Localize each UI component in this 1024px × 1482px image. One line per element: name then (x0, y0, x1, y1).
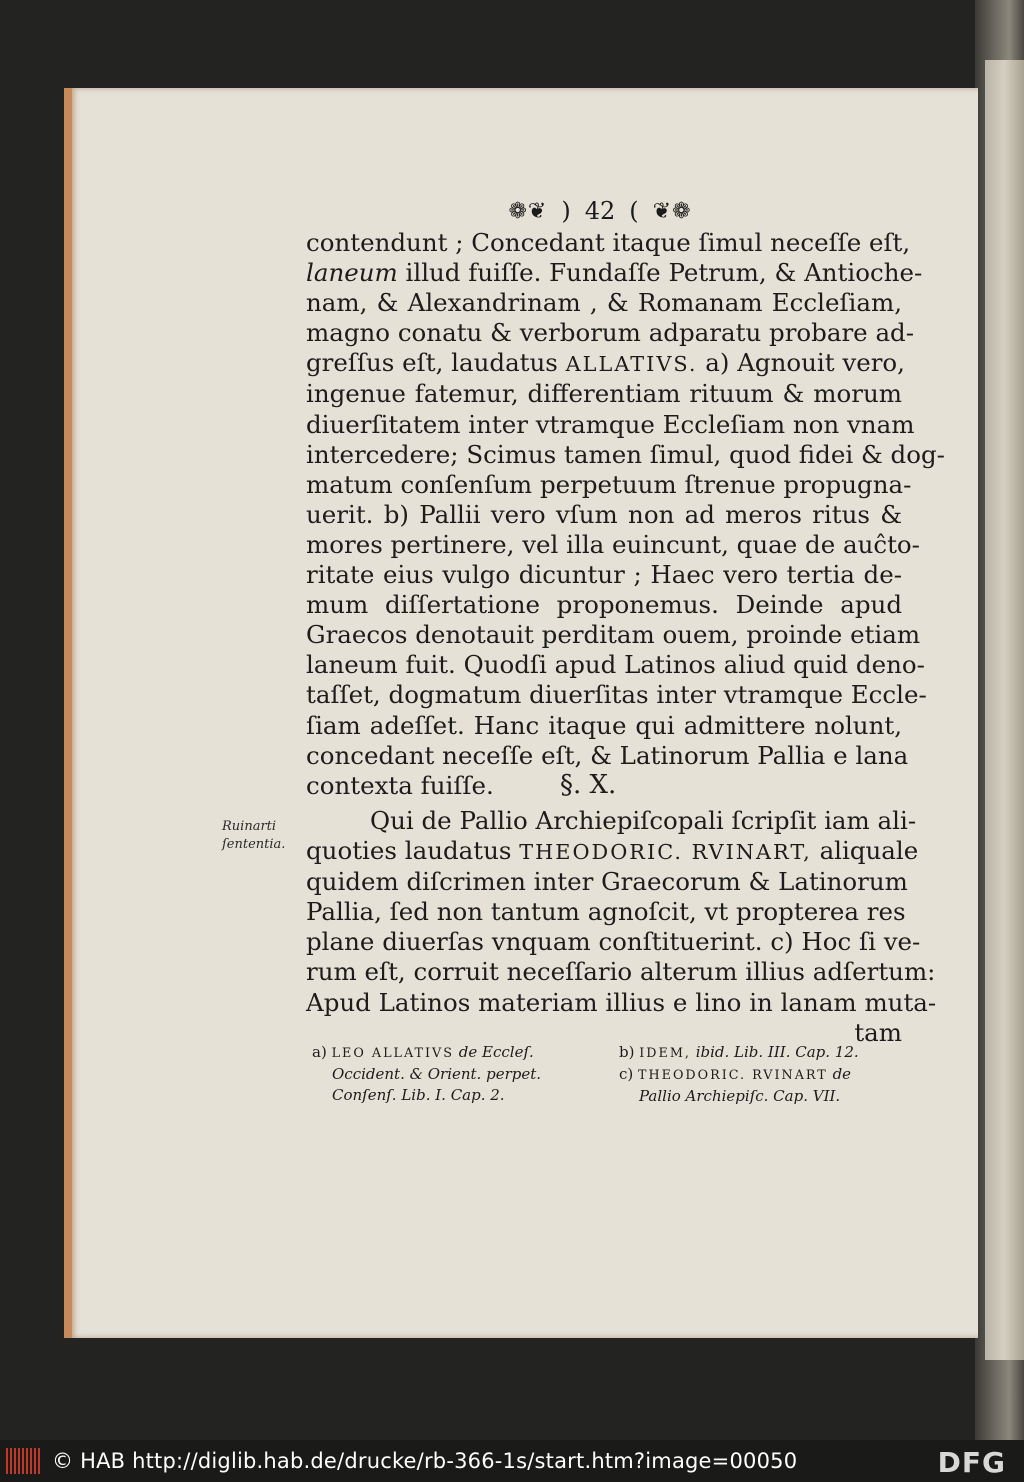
text-line: rum eſt, corruit neceſſario alterum illius adſertum: (306, 957, 936, 987)
text-line: uerit. b) Pallii vero vſum non ad meros ritus & (306, 499, 902, 529)
margin-note-line: Ruinarti (222, 819, 277, 834)
text-segment: aliquale (811, 836, 919, 866)
adjacent-page-sliver (985, 60, 1024, 1360)
text-line: matum conſenſum perpetuum ſtrenue propugna- (306, 469, 912, 499)
section-heading: §. X. (560, 770, 617, 800)
body-paragraph-2 (306, 806, 937, 1048)
footnote-column-right (619, 1042, 912, 1107)
author-name: THEODORIC. RVINART, (519, 840, 812, 865)
catchword: tam (854, 1017, 902, 1047)
text-line: diuerſitatem inter vtramque Eccleſiam non vnam (306, 409, 915, 439)
margin-note-line: ſententia. (222, 837, 286, 852)
dfg-logo: DFG (937, 1446, 1006, 1479)
text-line: contendunt ; Concedant itaque ſimul neceſſe eſt, (306, 228, 911, 257)
text-segment: a) Agnouit vero, (697, 348, 905, 378)
author-name: ALLATIVS. (565, 352, 698, 377)
footnote-author: THEODORIC. RVINART (638, 1068, 828, 1083)
footnote-b (619, 1042, 912, 1064)
text-line: mores pertinere, vel illa euincunt, quae de auĉto- (306, 529, 920, 559)
text-line: Apud Latinos materiam illius e lino in lanam muta- (306, 987, 937, 1017)
text-line: concedant neceſſe eſt, & Latinorum Pallia e lana (306, 740, 909, 770)
text-line: Qui de Pallio Archiepiſcopali ſcripſit iam ali- (370, 806, 917, 835)
barcode-icon (6, 1448, 40, 1474)
footnote-a (312, 1042, 605, 1064)
text-line: Pallia, ſed non tantum agnoſcit, vt propterea res (306, 897, 906, 927)
footnote-column-left (312, 1042, 605, 1107)
text-segment: illud fuiſſe. Fundaſſe Petrum, & Antioche- (397, 258, 923, 288)
footnote-text: de Eccleſ. (454, 1043, 534, 1061)
ornament-left-icon: ❁❦ (508, 198, 548, 224)
text-segment: quoties laudatus (306, 836, 520, 866)
footnote-text: de (827, 1065, 852, 1083)
running-header (490, 196, 710, 226)
text-line: laneum fuit. Quodſi apud Latinos aliud quid deno- (306, 650, 925, 680)
header-bracket-left: ) (561, 197, 571, 225)
text-line: plane diuerſas vnquam conſtituerint. c) Hoc ſi ve- (306, 927, 921, 957)
ornament-right-icon: ❦❁ (652, 198, 692, 224)
text-line: taſſet, dogmatum diuerſitas inter vtramque Eccle- (306, 680, 927, 710)
footnote-text: ibid. Lib. III. Cap. 12. (690, 1043, 859, 1061)
text-line: quidem diſcrimen inter Graecorum & Latinorum (306, 867, 908, 897)
text-line: ſiam adeſſet. Hanc itaque qui admittere nolunt, (306, 710, 902, 740)
text-line: intercedere; Scimus tamen ſimul, quod fidei & dog- (306, 439, 945, 469)
italic-word: laneum (306, 258, 398, 288)
footnote-mark: a) (312, 1043, 327, 1061)
text-line: magno conatu & verborum adparatu probare ad- (306, 318, 915, 348)
page-number: 42 (584, 197, 616, 225)
footnote-author: LEO ALLATIVS (331, 1046, 454, 1061)
text-line: ritate eius vulgo dicuntur ; Haec vero tertia de- (306, 560, 902, 590)
text-line: mum diſſertatione proponemus. Deinde apud (306, 590, 902, 620)
text-segment: greſſus eſt, laudatus (306, 348, 566, 378)
footnote-author: IDEM, (639, 1046, 691, 1061)
margin-note (222, 818, 302, 854)
viewer-footer (0, 1440, 1024, 1482)
footnote-mark: c) (619, 1065, 634, 1083)
text-line: ingenue fatemur, differentiam rituum & morum (306, 379, 902, 409)
text-line (306, 348, 905, 379)
text-line: Graecos denotauit perditam ouem, proinde etiam (306, 620, 921, 650)
body-paragraph-1 (306, 228, 945, 801)
footnote-text: Pallio Archiepiſc. Cap. VII. (639, 1087, 841, 1105)
footnote-mark: b) (619, 1043, 635, 1061)
text-line: contexta fuiſſe. (306, 770, 494, 800)
footnote-c (619, 1064, 912, 1086)
footnote-text: Conſenſ. Lib. I. Cap. 2. (332, 1086, 505, 1104)
footnote-text: Occident. & Orient. perpet. (332, 1065, 542, 1083)
header-bracket-right: ( (629, 197, 639, 225)
footnotes (312, 1042, 912, 1107)
text-line (306, 836, 919, 867)
text-line (306, 258, 923, 288)
copyright-url[interactable]: © HAB http://diglib.hab.de/drucke/rb-366-1s/start.htm?image=00050 (52, 1449, 798, 1473)
text-line: nam, & Alexandrinam , & Romanam Eccleſiam, (306, 288, 902, 318)
